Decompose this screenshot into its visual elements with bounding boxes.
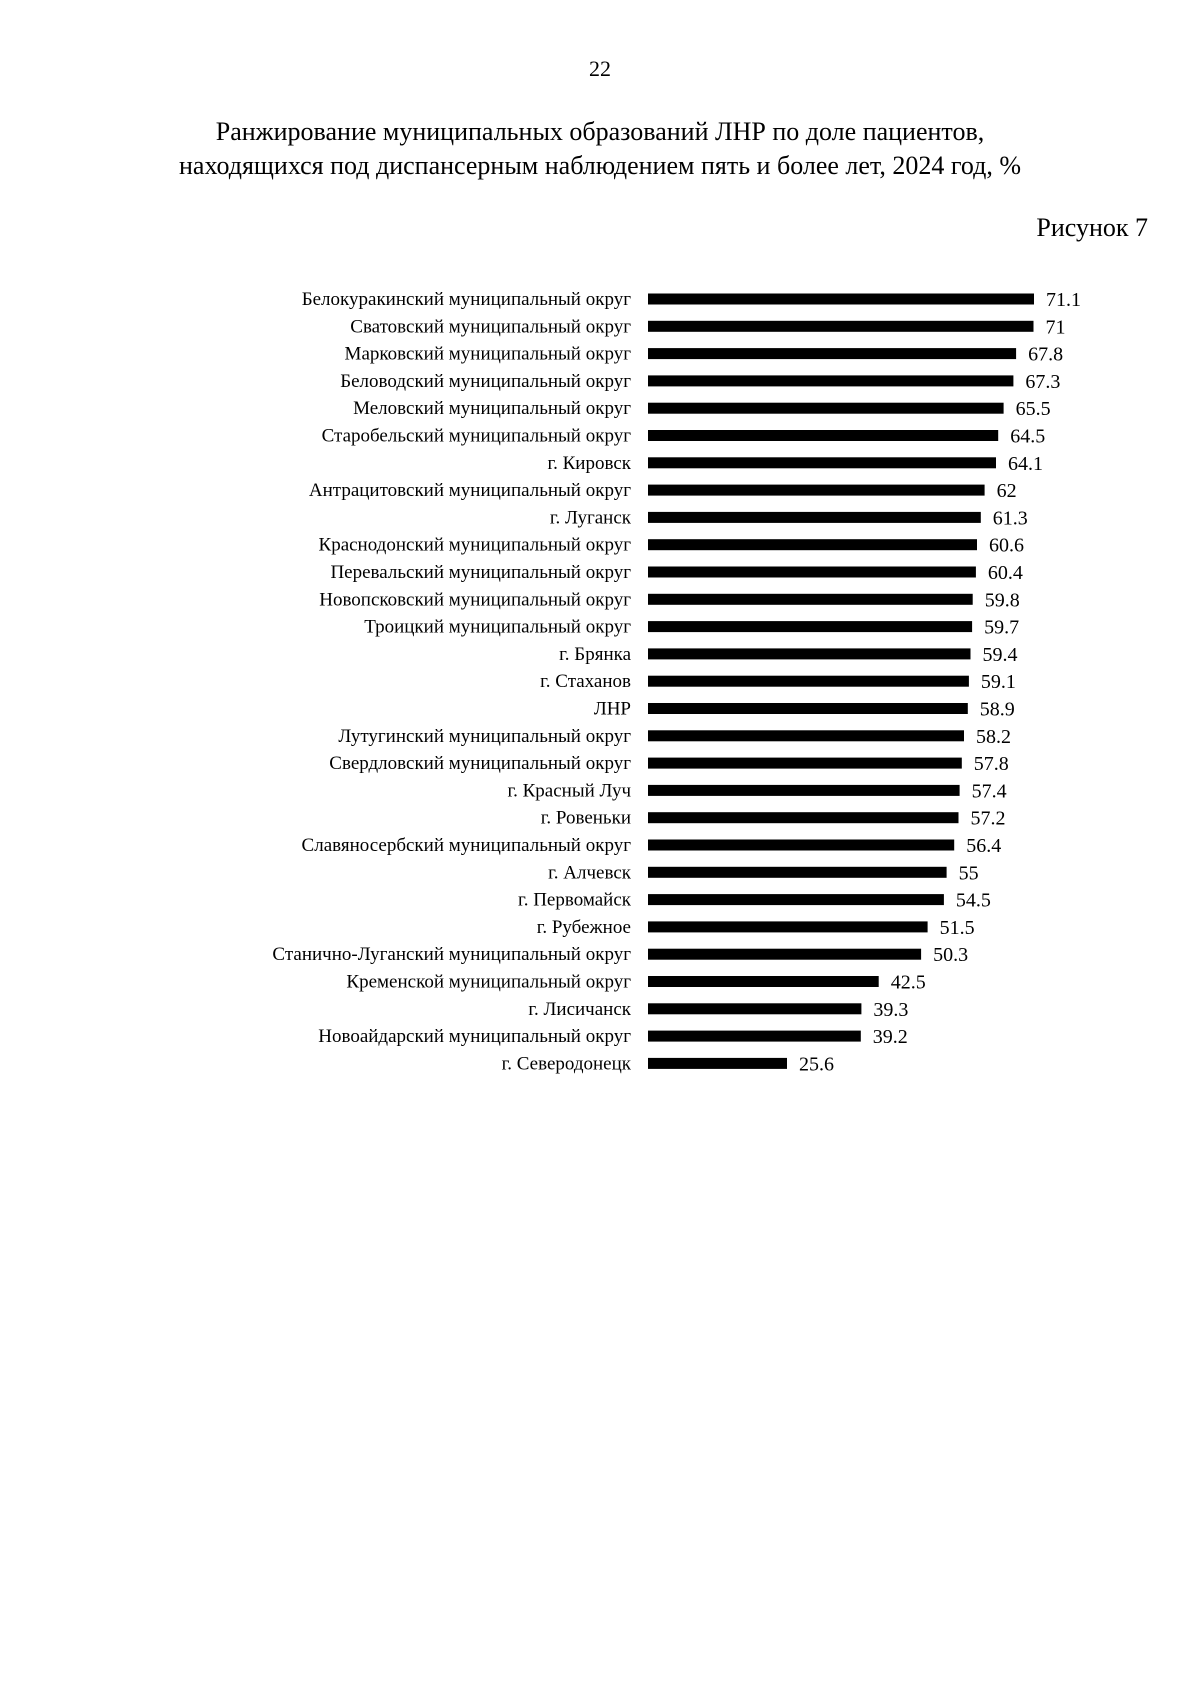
bar — [648, 1031, 861, 1042]
bar-row — [507, 780, 1006, 802]
bar — [648, 403, 1004, 414]
category-label: Свердловский муниципальный округ — [329, 753, 631, 775]
bar-row — [350, 316, 1065, 338]
bar-row — [594, 699, 1015, 721]
category-label: г. Стаханов — [540, 671, 631, 693]
value-label: 58.2 — [976, 725, 1011, 748]
bar — [648, 485, 985, 496]
value-label: 55 — [958, 862, 979, 885]
bar — [648, 894, 944, 905]
value-label: 65.5 — [1015, 398, 1051, 421]
bar — [648, 294, 1034, 305]
bar — [648, 703, 968, 714]
bar — [648, 375, 1013, 386]
bar-row — [302, 289, 1081, 311]
bar — [648, 1058, 787, 1069]
bar — [648, 867, 947, 878]
bar — [648, 840, 954, 851]
value-label: 57.4 — [971, 780, 1007, 803]
bar — [648, 785, 960, 796]
bar — [648, 758, 962, 769]
bar-row — [319, 535, 1024, 557]
bar — [648, 1003, 861, 1014]
bar — [648, 621, 972, 632]
value-label: 54.5 — [955, 889, 991, 912]
bar-row — [340, 371, 1060, 393]
value-label: 71 — [1045, 316, 1066, 339]
value-label: 42.5 — [890, 971, 926, 994]
bar — [648, 321, 1034, 332]
bar — [648, 921, 928, 932]
bar-row — [364, 617, 1019, 639]
bar-row — [353, 398, 1051, 420]
bar-chart — [0, 280, 1200, 1080]
category-label: Новопсковский муниципальный округ — [319, 589, 631, 611]
bar-row — [541, 808, 1006, 830]
bar-row — [540, 671, 1016, 693]
category-label: Кременской муниципальный округ — [346, 971, 631, 993]
category-label: г. Луганск — [549, 507, 631, 529]
bar — [648, 812, 959, 823]
value-label: 57.2 — [970, 807, 1006, 830]
category-label: г. Кировск — [547, 452, 631, 474]
category-label: Краснодонский муниципальный округ — [318, 534, 631, 556]
chart-title — [0, 115, 1200, 183]
category-label: Новоайдарский муниципальный округ — [318, 1026, 631, 1048]
bar — [648, 539, 977, 550]
value-label: 59.7 — [984, 616, 1020, 639]
value-label: 58.9 — [979, 698, 1015, 721]
category-label: Старобельский муниципальный округ — [321, 425, 631, 447]
bar-row — [518, 890, 991, 912]
bar-row — [537, 917, 975, 939]
value-label: 61.3 — [992, 507, 1028, 530]
category-label: г. Алчевск — [548, 862, 631, 884]
category-label: г. Лисичанск — [528, 998, 631, 1020]
bar-row — [309, 480, 1017, 502]
bar — [648, 512, 981, 523]
category-label: Славяносербский муниципальный округ — [301, 835, 631, 856]
category-label: г. Ровеньки — [540, 807, 631, 829]
bar-row — [528, 999, 908, 1021]
value-label: 60.4 — [987, 562, 1023, 584]
figure-label: Рисунок 7 — [1036, 213, 1148, 242]
value-label: 59.8 — [984, 589, 1020, 612]
value-label: 57.8 — [973, 753, 1009, 776]
bar — [648, 949, 921, 960]
value-label: 25.6 — [799, 1053, 834, 1076]
category-label: Лутугинский муниципальный округ — [338, 725, 631, 747]
value-label: 60.6 — [989, 534, 1024, 557]
bar-row — [502, 1053, 834, 1075]
bar — [648, 457, 996, 468]
category-label: Антрацитовский муниципальный округ — [308, 480, 631, 502]
bar — [648, 348, 1016, 359]
value-label: 59.4 — [982, 643, 1018, 666]
bar-row — [548, 862, 978, 884]
bar-row — [329, 753, 1009, 775]
bar-row — [346, 972, 925, 994]
value-label: 64.1 — [1008, 452, 1043, 475]
category-label: ЛНР — [593, 698, 631, 720]
bar — [648, 567, 976, 578]
chart-title-line-2: находящихся под диспансерным наблюдением пять и более лет, 2024 год, % — [179, 151, 1021, 180]
value-label: 51.5 — [939, 916, 975, 939]
bar-row — [272, 944, 968, 966]
value-label: 67.3 — [1025, 370, 1061, 393]
value-label: 39.3 — [873, 998, 909, 1021]
category-label: г. Первомайск — [518, 889, 631, 911]
category-label: Станично-Луганский муниципальный округ — [272, 944, 631, 966]
bar — [648, 730, 964, 741]
value-label: 39.2 — [872, 1026, 908, 1049]
value-label: 62 — [996, 480, 1017, 503]
value-label: 56.4 — [966, 835, 1002, 857]
category-label: Сватовский муниципальный округ — [350, 316, 631, 338]
bar-row — [550, 507, 1028, 529]
value-label: 59.1 — [980, 671, 1016, 694]
page-number: 22 — [589, 56, 611, 81]
bar-row — [318, 1026, 908, 1048]
value-label: 71.1 — [1046, 289, 1081, 311]
bar-row — [302, 835, 1002, 857]
bar — [648, 976, 879, 987]
bar — [648, 430, 998, 441]
bars-layer — [272, 289, 1081, 1075]
bar — [648, 676, 969, 687]
bar-row — [330, 562, 1022, 584]
category-label: Беловодский муниципальный округ — [340, 370, 631, 392]
bar-row — [319, 589, 1019, 611]
value-label: 67.8 — [1028, 343, 1064, 366]
category-label: г. Рубежное — [536, 916, 631, 938]
category-label: Меловский муниципальный округ — [353, 398, 631, 420]
category-label: Марковский муниципальный округ — [344, 343, 631, 365]
bar-row — [547, 453, 1043, 475]
category-label: Перевальский муниципальный округ — [330, 562, 631, 583]
value-label: 50.3 — [933, 944, 969, 967]
bar-row — [559, 644, 1017, 666]
value-label: 64.5 — [1010, 425, 1046, 448]
bar-row — [338, 726, 1011, 748]
category-label: г. Северодонецк — [501, 1053, 631, 1075]
category-label: Троицкий муниципальный округ — [364, 616, 631, 638]
chart-title-line-1: Ранжирование муниципальных образований ЛНР по доле пациентов, — [215, 117, 985, 146]
bar-row — [345, 344, 1064, 366]
category-label: г. Брянка — [559, 643, 631, 665]
bar — [648, 648, 971, 659]
category-label: Белокуракинский муниципальный округ — [301, 289, 631, 310]
category-label: г. Красный Луч — [507, 780, 631, 802]
bar — [648, 594, 973, 605]
bar-row — [322, 426, 1046, 448]
